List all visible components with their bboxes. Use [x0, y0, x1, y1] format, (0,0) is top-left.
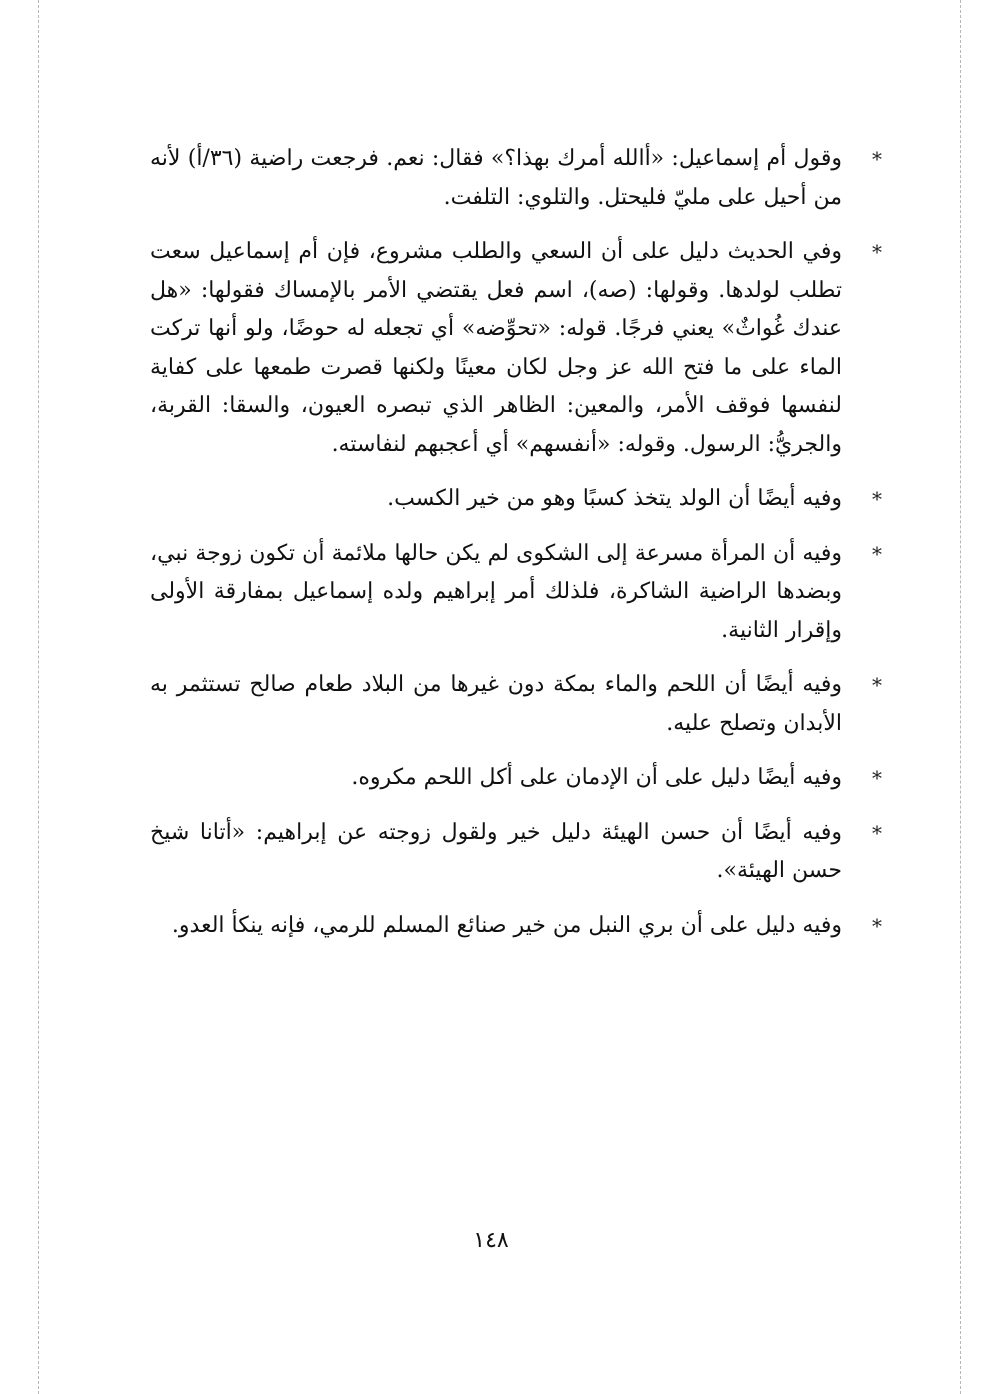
- paragraph-4: [150, 535, 882, 651]
- bullet-star-icon: *: [872, 913, 882, 938]
- bullet-star-icon: *: [872, 766, 882, 790]
- paragraph-text: وفيه دليل على أن بري النبل من خير صنائع المسلم للرمي، فإنه ينكأ العدو.: [171, 912, 842, 938]
- paragraph-3: [150, 480, 882, 519]
- paragraph-text: وقول أم إسماعيل: «أالله أمرك بهذا؟» فقال: نعم. فرجعت راضية (٣٦/أ) لأنه من أحيل على مليّ فليحتل. والتلوي: التلفت.: [150, 146, 842, 210]
- scan-edge-line-right: [960, 0, 961, 1394]
- page-number: ١٤٨: [473, 1228, 509, 1253]
- paragraph-1: [150, 140, 882, 217]
- paragraph-text: وفيه أن المرأة مسرعة إلى الشكوى لم يكن حالها ملائمة أن تكون زوجة نبي، وبضدها الراضية الشاكرة، فلذلك أمر إبراهيم ولده إسماعيل بمفارقة الأولى وإقرار الثانية.: [150, 540, 842, 643]
- paragraph-6: [150, 759, 882, 798]
- bullet-star-icon: *: [872, 147, 882, 171]
- bullet-star-icon: *: [872, 487, 882, 511]
- bullet-star-icon: *: [872, 820, 882, 845]
- bullet-star-icon: *: [872, 541, 882, 566]
- paragraph-text: وفي الحديث دليل على أن السعي والطلب مشروع، فإن أم إسماعيل سعت تطلب لولدها. وقولها: (صه)، اسم فعل يقتضي الأمر بالإمساك فقولها: «هل عندك غُواثٌ» يعني فرجًا. قوله: «تحوِّضه» أي تجعله له حوضًا، ولو أنها تركت الماء على ما فتح الله عز وجل لكان معينًا ولكنها قصرت طمعها على كفاية لنفسها فوقف الأمر، والمعين: الظاهر الذي تبصره العيون، والسقا: القربة، والجريُّ: الرسول. وقوله: «أنفسهم» أي أعجبهم لنفاسته.: [150, 239, 842, 457]
- page-body: [150, 140, 882, 961]
- paragraph-7: [150, 814, 882, 891]
- paragraph-text: وفيه أيضًا أن حسن الهيئة دليل خير ولقول زوجته عن إبراهيم: «أتانا شيخ حسن الهيئة».: [150, 819, 842, 883]
- scan-edge-line-left: [38, 0, 39, 1394]
- paragraph-text: وفيه أيضًا أن اللحم والماء بمكة دون غيرها من البلاد طعام صالح تستثمر به الأبدان وتصلح عليه.: [150, 672, 842, 736]
- paragraph-8: [150, 907, 882, 946]
- bullet-star-icon: *: [872, 673, 882, 697]
- paragraph-text: وفيه أيضًا دليل على أن الإدمان على أكل اللحم مكروه.: [351, 765, 842, 790]
- bullet-star-icon: *: [872, 240, 882, 264]
- paragraph-5: [150, 666, 882, 743]
- paragraph-2: [150, 233, 882, 464]
- paragraph-text: وفيه أيضًا أن الولد يتخذ كسبًا وهو من خير الكسب.: [387, 486, 842, 511]
